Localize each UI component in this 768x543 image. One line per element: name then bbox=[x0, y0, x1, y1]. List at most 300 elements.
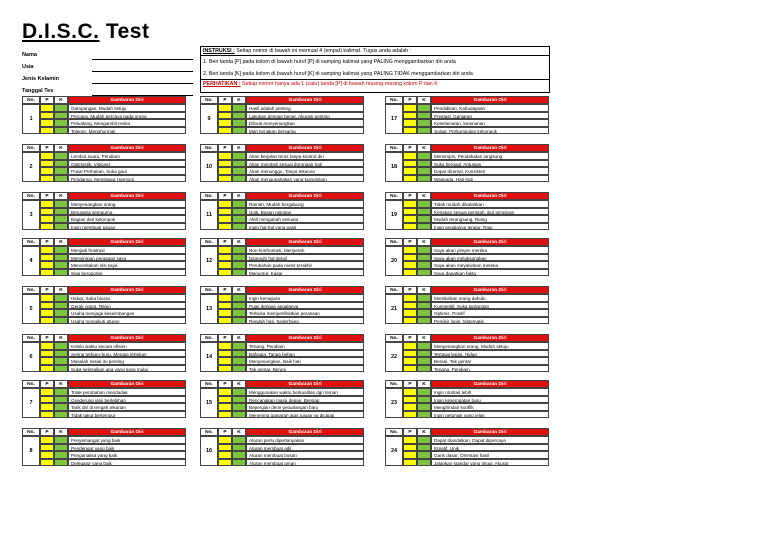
header-p: P bbox=[40, 192, 54, 200]
p-checkbox[interactable] bbox=[403, 254, 417, 262]
k-checkbox[interactable] bbox=[417, 208, 431, 216]
k-column bbox=[54, 104, 68, 134]
statement-item: Dapat diramal, Konsisten bbox=[431, 167, 549, 175]
p-column bbox=[403, 246, 417, 276]
p-checkbox[interactable] bbox=[40, 444, 54, 452]
k-checkbox[interactable] bbox=[417, 317, 431, 325]
k-checkbox[interactable] bbox=[232, 254, 246, 262]
statement-list bbox=[246, 200, 364, 230]
p-checkbox[interactable] bbox=[40, 246, 54, 254]
k-checkbox[interactable] bbox=[232, 317, 246, 325]
k-checkbox[interactable] bbox=[417, 411, 431, 419]
p-checkbox[interactable] bbox=[403, 160, 417, 168]
k-checkbox[interactable] bbox=[54, 294, 68, 302]
k-checkbox[interactable] bbox=[54, 175, 68, 183]
statement-list bbox=[431, 294, 549, 324]
k-checkbox[interactable] bbox=[54, 388, 68, 396]
p-checkbox[interactable] bbox=[403, 444, 417, 452]
p-checkbox[interactable] bbox=[403, 223, 417, 231]
p-checkbox[interactable] bbox=[218, 246, 232, 254]
k-checkbox[interactable] bbox=[232, 208, 246, 216]
k-column bbox=[232, 246, 246, 276]
block-body bbox=[22, 388, 186, 418]
block-body bbox=[200, 294, 364, 324]
p-checkbox[interactable] bbox=[218, 411, 232, 419]
header-gambaran-diri: Gambaran Diri bbox=[246, 144, 364, 152]
p-checkbox[interactable] bbox=[218, 223, 232, 231]
block-body bbox=[200, 246, 364, 276]
header-gambaran-diri: Gambaran Diri bbox=[431, 96, 549, 104]
k-checkbox[interactable] bbox=[232, 396, 246, 404]
block-body bbox=[385, 152, 549, 182]
p-checkbox[interactable] bbox=[403, 112, 417, 120]
k-checkbox[interactable] bbox=[54, 208, 68, 216]
p-checkbox[interactable] bbox=[40, 208, 54, 216]
p-checkbox[interactable] bbox=[40, 436, 54, 444]
header-k: K bbox=[417, 334, 431, 342]
k-checkbox[interactable] bbox=[417, 444, 431, 452]
k-checkbox[interactable] bbox=[232, 269, 246, 277]
k-column bbox=[232, 342, 246, 372]
p-checkbox[interactable] bbox=[218, 215, 232, 223]
k-checkbox[interactable] bbox=[54, 127, 68, 135]
header-gambaran-diri: Gambaran Diri bbox=[246, 96, 364, 104]
p-checkbox[interactable] bbox=[40, 112, 54, 120]
p-checkbox[interactable] bbox=[218, 403, 232, 411]
p-checkbox[interactable] bbox=[403, 261, 417, 269]
k-checkbox[interactable] bbox=[232, 246, 246, 254]
k-checkbox[interactable] bbox=[54, 396, 68, 404]
p-checkbox[interactable] bbox=[40, 223, 54, 231]
k-checkbox[interactable] bbox=[417, 254, 431, 262]
p-checkbox[interactable] bbox=[40, 119, 54, 127]
k-checkbox[interactable] bbox=[54, 302, 68, 310]
k-checkbox[interactable] bbox=[232, 444, 246, 452]
header-gambaran-diri: Gambaran Diri bbox=[246, 238, 364, 246]
k-checkbox[interactable] bbox=[232, 388, 246, 396]
p-checkbox[interactable] bbox=[218, 208, 232, 216]
k-checkbox[interactable] bbox=[232, 309, 246, 317]
p-checkbox[interactable] bbox=[403, 365, 417, 373]
p-checkbox[interactable] bbox=[40, 317, 54, 325]
p-checkbox[interactable] bbox=[403, 208, 417, 216]
k-checkbox[interactable] bbox=[54, 451, 68, 459]
k-checkbox[interactable] bbox=[417, 396, 431, 404]
k-checkbox[interactable] bbox=[232, 152, 246, 160]
p-checkbox[interactable] bbox=[218, 317, 232, 325]
k-checkbox[interactable] bbox=[232, 365, 246, 373]
p-checkbox[interactable] bbox=[218, 396, 232, 404]
k-checkbox[interactable] bbox=[417, 119, 431, 127]
question-number: 9 bbox=[200, 104, 218, 134]
k-checkbox[interactable] bbox=[417, 112, 431, 120]
k-checkbox[interactable] bbox=[54, 411, 68, 419]
statement-item: Menghindari konflik bbox=[431, 403, 549, 411]
header-k: K bbox=[54, 428, 68, 436]
k-checkbox[interactable] bbox=[232, 411, 246, 419]
k-checkbox[interactable] bbox=[417, 302, 431, 310]
k-checkbox[interactable] bbox=[232, 302, 246, 310]
p-checkbox[interactable] bbox=[40, 350, 54, 358]
p-checkbox[interactable] bbox=[403, 119, 417, 127]
p-checkbox[interactable] bbox=[403, 127, 417, 135]
question-block-13 bbox=[200, 286, 364, 324]
p-checkbox[interactable] bbox=[403, 396, 417, 404]
p-checkbox[interactable] bbox=[40, 254, 54, 262]
header-p: P bbox=[218, 238, 232, 246]
k-checkbox[interactable] bbox=[417, 269, 431, 277]
p-checkbox[interactable] bbox=[218, 152, 232, 160]
p-checkbox[interactable] bbox=[403, 246, 417, 254]
p-checkbox[interactable] bbox=[40, 127, 54, 135]
block-header bbox=[22, 192, 186, 200]
statement-item: Lembut suara, Pendiam bbox=[68, 152, 186, 160]
k-checkbox[interactable] bbox=[54, 246, 68, 254]
k-checkbox[interactable] bbox=[232, 403, 246, 411]
p-checkbox[interactable] bbox=[40, 342, 54, 350]
p-checkbox[interactable] bbox=[40, 294, 54, 302]
header-no: No. bbox=[22, 192, 40, 200]
p-checkbox[interactable] bbox=[403, 104, 417, 112]
p-checkbox[interactable] bbox=[403, 411, 417, 419]
p-checkbox[interactable] bbox=[218, 294, 232, 302]
k-checkbox[interactable] bbox=[417, 365, 431, 373]
p-checkbox[interactable] bbox=[218, 309, 232, 317]
p-checkbox[interactable] bbox=[218, 167, 232, 175]
k-checkbox[interactable] bbox=[232, 294, 246, 302]
statement-list bbox=[246, 388, 364, 418]
statement-item: Tidak takut bertempur bbox=[68, 411, 186, 419]
k-checkbox[interactable] bbox=[417, 357, 431, 365]
k-checkbox[interactable] bbox=[232, 342, 246, 350]
question-block-6 bbox=[22, 334, 186, 372]
header-k: K bbox=[232, 334, 246, 342]
k-checkbox[interactable] bbox=[54, 459, 68, 467]
statement-item: Pendengar yang baik bbox=[68, 444, 186, 452]
k-column bbox=[232, 200, 246, 230]
field-line-jenis-kelamin[interactable] bbox=[92, 83, 193, 84]
p-checkbox[interactable] bbox=[403, 294, 417, 302]
p-checkbox[interactable] bbox=[403, 200, 417, 208]
question-number: 8 bbox=[22, 436, 40, 466]
header-k: K bbox=[417, 144, 431, 152]
k-checkbox[interactable] bbox=[417, 342, 431, 350]
p-checkbox[interactable] bbox=[40, 160, 54, 168]
k-checkbox[interactable] bbox=[54, 269, 68, 277]
k-checkbox[interactable] bbox=[232, 436, 246, 444]
k-checkbox[interactable] bbox=[232, 160, 246, 168]
p-checkbox[interactable] bbox=[403, 152, 417, 160]
p-checkbox[interactable] bbox=[40, 451, 54, 459]
p-checkbox[interactable] bbox=[40, 261, 54, 269]
statement-item: Terbuka memperlihatkan perasaan bbox=[246, 309, 364, 317]
k-checkbox[interactable] bbox=[54, 152, 68, 160]
p-checkbox[interactable] bbox=[218, 254, 232, 262]
k-checkbox[interactable] bbox=[54, 254, 68, 262]
statement-item: Menyimpan perasaan saya bbox=[68, 254, 186, 262]
k-checkbox[interactable] bbox=[54, 403, 68, 411]
k-checkbox[interactable] bbox=[232, 200, 246, 208]
k-checkbox[interactable] bbox=[54, 104, 68, 112]
k-checkbox[interactable] bbox=[417, 104, 431, 112]
statement-item: Masalah sosial itu penting bbox=[68, 357, 186, 365]
k-checkbox[interactable] bbox=[54, 261, 68, 269]
k-checkbox[interactable] bbox=[232, 350, 246, 358]
field-nama bbox=[22, 50, 190, 62]
k-checkbox[interactable] bbox=[54, 357, 68, 365]
question-number: 23 bbox=[385, 388, 403, 418]
block-body bbox=[22, 152, 186, 182]
p-checkbox[interactable] bbox=[218, 112, 232, 120]
k-checkbox[interactable] bbox=[417, 350, 431, 358]
k-checkbox[interactable] bbox=[232, 215, 246, 223]
p-checkbox[interactable] bbox=[40, 167, 54, 175]
k-column bbox=[417, 436, 431, 466]
p-column bbox=[403, 388, 417, 418]
k-checkbox[interactable] bbox=[54, 223, 68, 231]
statement-list bbox=[246, 246, 364, 276]
p-checkbox[interactable] bbox=[403, 388, 417, 396]
p-checkbox[interactable] bbox=[218, 357, 232, 365]
p-checkbox[interactable] bbox=[218, 160, 232, 168]
question-number: 6 bbox=[22, 342, 40, 372]
k-checkbox[interactable] bbox=[417, 261, 431, 269]
p-column bbox=[218, 104, 232, 134]
k-checkbox[interactable] bbox=[54, 436, 68, 444]
k-checkbox[interactable] bbox=[417, 388, 431, 396]
p-column bbox=[40, 200, 54, 230]
statement-item: Berusaha sempurna bbox=[68, 208, 186, 216]
statement-item: Hidup, Suka bicara bbox=[68, 294, 186, 302]
k-checkbox[interactable] bbox=[417, 451, 431, 459]
p-checkbox[interactable] bbox=[40, 175, 54, 183]
p-checkbox[interactable] bbox=[40, 104, 54, 112]
p-checkbox[interactable] bbox=[403, 309, 417, 317]
p-checkbox[interactable] bbox=[403, 357, 417, 365]
header-k: K bbox=[417, 380, 431, 388]
p-checkbox[interactable] bbox=[218, 200, 232, 208]
k-checkbox[interactable] bbox=[54, 160, 68, 168]
statement-item: Dapat diandalkan, Dapat dipercaya bbox=[431, 436, 549, 444]
header-gambaran-diri: Gambaran Diri bbox=[431, 428, 549, 436]
k-checkbox[interactable] bbox=[232, 223, 246, 231]
instructions-lead bbox=[203, 48, 411, 54]
block-header bbox=[385, 238, 549, 246]
k-checkbox[interactable] bbox=[417, 309, 431, 317]
k-checkbox[interactable] bbox=[417, 403, 431, 411]
statement-item: Pendamai, Membawa Harmoni bbox=[68, 175, 186, 183]
k-checkbox[interactable] bbox=[232, 451, 246, 459]
statement-item: Menerima ganjaran atas tujuan yg dicapai bbox=[246, 411, 364, 419]
field-line-nama[interactable] bbox=[92, 59, 193, 60]
statement-item: Tak gentar, Berani bbox=[246, 365, 364, 373]
header-p: P bbox=[218, 286, 232, 294]
question-number: 10 bbox=[200, 152, 218, 182]
k-checkbox[interactable] bbox=[232, 104, 246, 112]
p-checkbox[interactable] bbox=[403, 459, 417, 467]
k-checkbox[interactable] bbox=[54, 365, 68, 373]
k-checkbox[interactable] bbox=[54, 215, 68, 223]
statement-item: Saya akan pimpin mereka bbox=[431, 246, 549, 254]
header-k: K bbox=[232, 144, 246, 152]
header-p: P bbox=[403, 96, 417, 104]
p-checkbox[interactable] bbox=[40, 215, 54, 223]
k-checkbox[interactable] bbox=[54, 444, 68, 452]
k-checkbox[interactable] bbox=[417, 223, 431, 231]
instructions-divider bbox=[201, 79, 549, 80]
statement-item: Jalankan standar yang tinggi, Akurat bbox=[431, 459, 549, 467]
k-checkbox[interactable] bbox=[417, 459, 431, 467]
p-checkbox[interactable] bbox=[403, 451, 417, 459]
header-k: K bbox=[417, 238, 431, 246]
k-checkbox[interactable] bbox=[417, 160, 431, 168]
p-checkbox[interactable] bbox=[218, 269, 232, 277]
statement-item: Akan berjalan terus tanpa kontrol diri bbox=[246, 152, 364, 160]
header-no: No. bbox=[22, 428, 40, 436]
k-checkbox[interactable] bbox=[417, 215, 431, 223]
k-checkbox[interactable] bbox=[232, 127, 246, 135]
p-checkbox[interactable] bbox=[403, 342, 417, 350]
statement-item: Menyenangkan orang, Mudah setuju bbox=[431, 342, 549, 350]
header-p: P bbox=[40, 96, 54, 104]
question-block-8 bbox=[22, 428, 186, 466]
p-checkbox[interactable] bbox=[403, 215, 417, 223]
statement-list bbox=[68, 152, 186, 182]
p-checkbox[interactable] bbox=[218, 436, 232, 444]
statement-list bbox=[68, 342, 186, 372]
p-column bbox=[403, 104, 417, 134]
statement-list bbox=[68, 294, 186, 324]
k-checkbox[interactable] bbox=[417, 294, 431, 302]
p-checkbox[interactable] bbox=[40, 152, 54, 160]
p-checkbox[interactable] bbox=[403, 167, 417, 175]
p-checkbox[interactable] bbox=[40, 396, 54, 404]
p-checkbox[interactable] bbox=[218, 459, 232, 467]
statement-list bbox=[68, 246, 186, 276]
k-checkbox[interactable] bbox=[54, 342, 68, 350]
statement-item: Mari kerjakan bersama bbox=[246, 127, 364, 135]
header-gambaran-diri: Gambaran Diri bbox=[246, 428, 364, 436]
p-checkbox[interactable] bbox=[40, 411, 54, 419]
p-checkbox[interactable] bbox=[218, 350, 232, 358]
p-checkbox[interactable] bbox=[218, 127, 232, 135]
k-checkbox[interactable] bbox=[232, 175, 246, 183]
k-checkbox[interactable] bbox=[417, 167, 431, 175]
field-label: Nama bbox=[22, 52, 37, 58]
statement-item: Memikirkan orang dahulu bbox=[431, 294, 549, 302]
p-checkbox[interactable] bbox=[218, 342, 232, 350]
statement-item: Bagian dari kelompok bbox=[68, 215, 186, 223]
k-checkbox[interactable] bbox=[232, 167, 246, 175]
p-checkbox[interactable] bbox=[403, 317, 417, 325]
statement-item: Aturan membuat adil bbox=[246, 444, 364, 452]
p-checkbox[interactable] bbox=[218, 388, 232, 396]
p-checkbox[interactable] bbox=[40, 302, 54, 310]
p-checkbox[interactable] bbox=[218, 365, 232, 373]
p-checkbox[interactable] bbox=[40, 388, 54, 396]
p-checkbox[interactable] bbox=[40, 200, 54, 208]
p-checkbox[interactable] bbox=[40, 357, 54, 365]
k-checkbox[interactable] bbox=[232, 459, 246, 467]
p-column bbox=[40, 152, 54, 182]
statement-item: Percaya, Mudah percaya pada orang bbox=[68, 112, 186, 120]
p-column bbox=[40, 436, 54, 466]
k-checkbox[interactable] bbox=[54, 119, 68, 127]
statement-item: Dibuat menyenangkan bbox=[246, 119, 364, 127]
p-checkbox[interactable] bbox=[403, 302, 417, 310]
question-block-3 bbox=[22, 192, 186, 230]
block-header bbox=[200, 334, 364, 342]
header-p: P bbox=[218, 96, 232, 104]
p-checkbox[interactable] bbox=[218, 175, 232, 183]
question-number: 14 bbox=[200, 342, 218, 372]
p-checkbox[interactable] bbox=[40, 459, 54, 467]
question-number: 15 bbox=[200, 388, 218, 418]
k-checkbox[interactable] bbox=[232, 112, 246, 120]
k-checkbox[interactable] bbox=[54, 200, 68, 208]
k-column bbox=[417, 342, 431, 372]
k-checkbox[interactable] bbox=[232, 357, 246, 365]
header-k: K bbox=[417, 286, 431, 294]
p-checkbox[interactable] bbox=[403, 436, 417, 444]
p-checkbox[interactable] bbox=[40, 403, 54, 411]
question-block-12 bbox=[200, 238, 364, 276]
k-checkbox[interactable] bbox=[54, 167, 68, 175]
p-checkbox[interactable] bbox=[403, 269, 417, 277]
question-number: 7 bbox=[22, 388, 40, 418]
k-checkbox[interactable] bbox=[54, 317, 68, 325]
k-checkbox[interactable] bbox=[417, 436, 431, 444]
k-checkbox[interactable] bbox=[417, 246, 431, 254]
k-checkbox[interactable] bbox=[417, 175, 431, 183]
k-checkbox[interactable] bbox=[417, 127, 431, 135]
p-checkbox[interactable] bbox=[218, 451, 232, 459]
p-checkbox[interactable] bbox=[40, 365, 54, 373]
statement-item: Tolak perubahan mendadak bbox=[68, 388, 186, 396]
p-checkbox[interactable] bbox=[218, 444, 232, 452]
block-header bbox=[385, 428, 549, 436]
block-header bbox=[200, 286, 364, 294]
p-checkbox[interactable] bbox=[403, 175, 417, 183]
k-checkbox[interactable] bbox=[232, 119, 246, 127]
p-checkbox[interactable] bbox=[40, 269, 54, 277]
statement-item: Pemikir logis, Sistematik bbox=[431, 317, 549, 325]
header-gambaran-diri: Gambaran Diri bbox=[246, 380, 364, 388]
header-no: No. bbox=[22, 334, 40, 342]
k-checkbox[interactable] bbox=[54, 350, 68, 358]
header-p: P bbox=[218, 144, 232, 152]
p-checkbox[interactable] bbox=[403, 403, 417, 411]
statement-item: Tenang, Pendiam bbox=[246, 342, 364, 350]
block-header bbox=[22, 238, 186, 246]
header-p: P bbox=[403, 286, 417, 294]
p-checkbox[interactable] bbox=[218, 302, 232, 310]
p-checkbox[interactable] bbox=[40, 309, 54, 317]
field-line-usia[interactable] bbox=[92, 71, 193, 72]
k-checkbox[interactable] bbox=[417, 152, 431, 160]
p-checkbox[interactable] bbox=[403, 350, 417, 358]
k-checkbox[interactable] bbox=[54, 309, 68, 317]
header-k: K bbox=[232, 286, 246, 294]
k-checkbox[interactable] bbox=[54, 112, 68, 120]
p-checkbox[interactable] bbox=[218, 104, 232, 112]
p-checkbox[interactable] bbox=[218, 119, 232, 127]
k-checkbox[interactable] bbox=[232, 261, 246, 269]
statement-item: Pendidikan, Kebudayaan bbox=[431, 104, 549, 112]
header-no: No. bbox=[385, 192, 403, 200]
p-checkbox[interactable] bbox=[218, 261, 232, 269]
k-checkbox[interactable] bbox=[417, 200, 431, 208]
